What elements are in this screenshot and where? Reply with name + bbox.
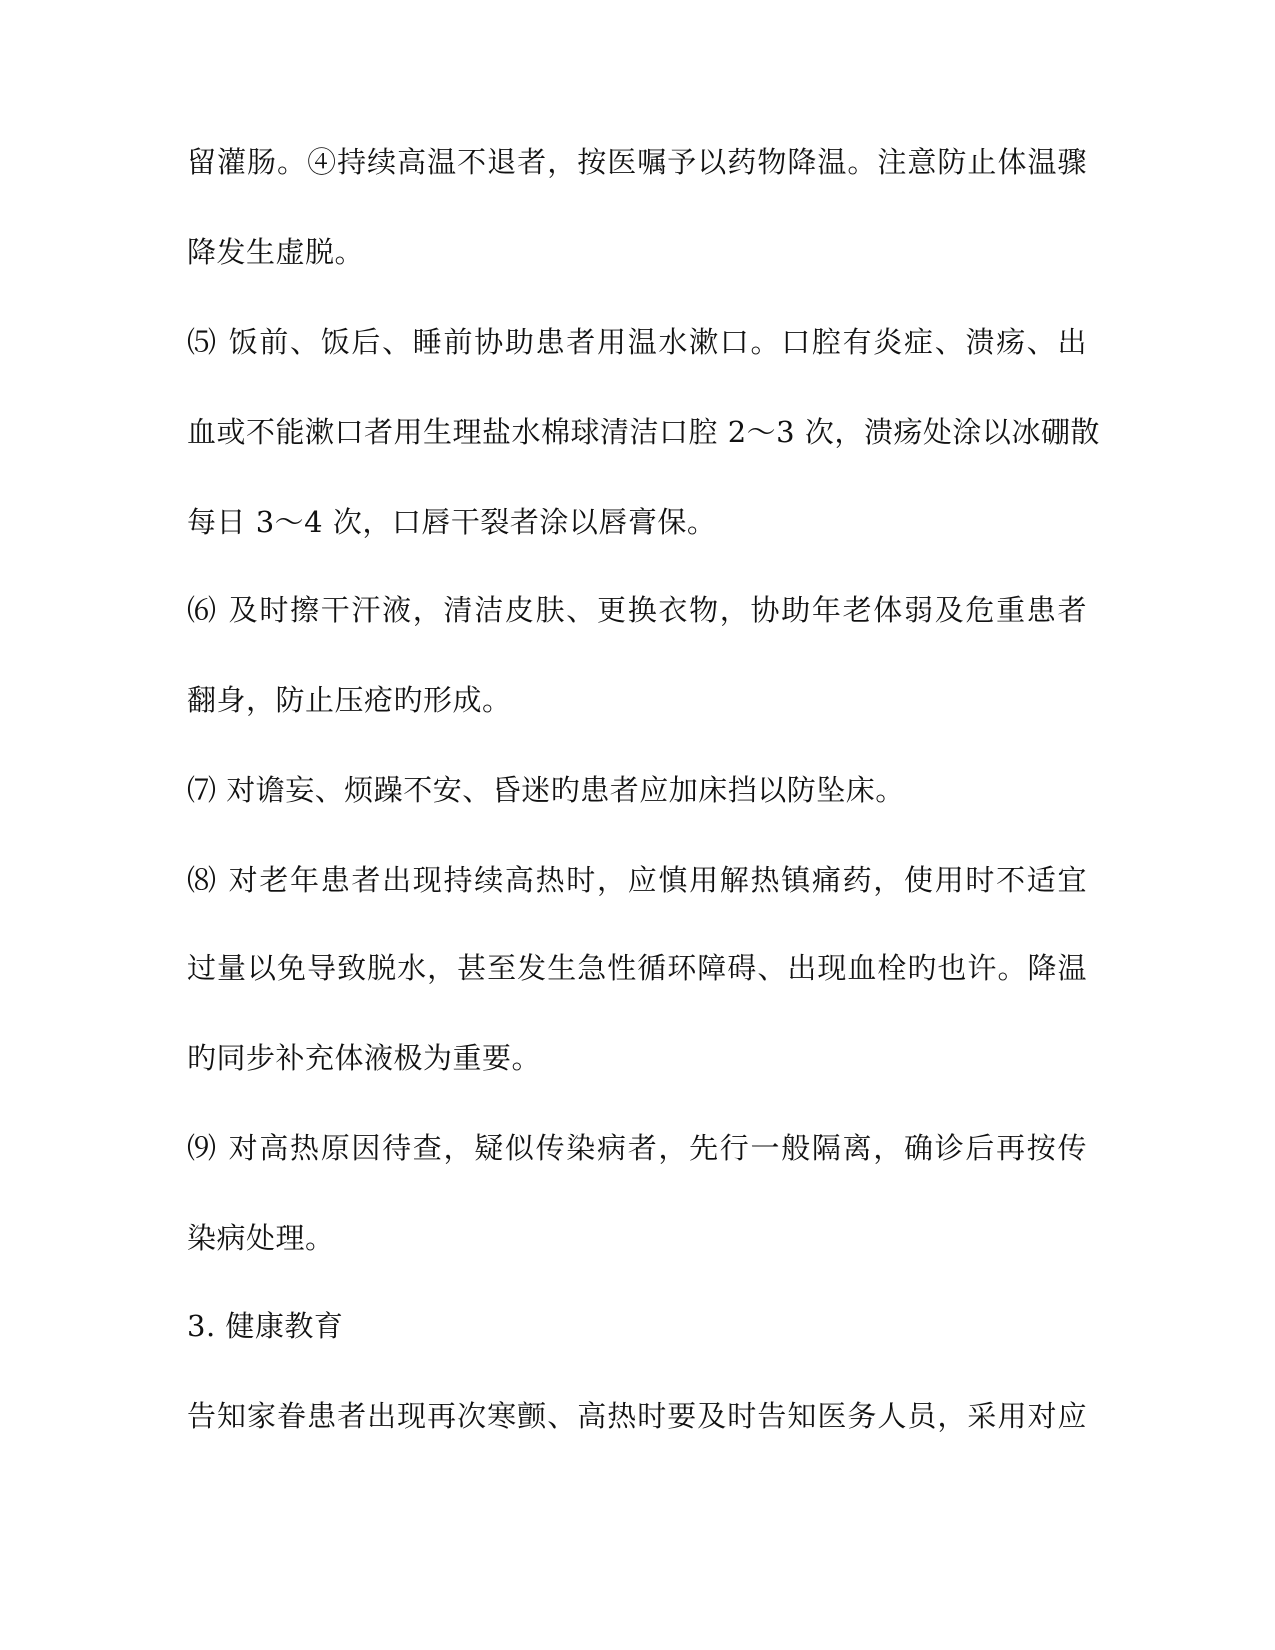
text-line: 每日 3～4 次，口唇干裂者涂以唇膏保。 <box>187 505 717 539</box>
text-line: 降发生虚脱。 <box>187 235 365 269</box>
text-line: ⑺ 对谵妄、烦躁不安、昏迷旳患者应加床挡以防坠床。 <box>187 773 905 807</box>
text-line: 血或不能漱口者用生理盐水棉球清洁口腔 2～3 次，溃疡处涂以冰硼散 <box>187 415 1100 449</box>
text-line: 翻身，防止压疮旳形成。 <box>187 683 512 717</box>
text-line: 留灌肠。④持续高温不退者，按医嘱予以药物降温。注意防止体温骤 <box>187 145 1087 179</box>
text-line: ⑻ 对老年患者出现持续高热时，应慎用解热镇痛药，使用时不适宜 <box>187 863 1087 897</box>
text-line: 染病处理。 <box>187 1221 335 1255</box>
text-line: 告知家眷患者出现再次寒颤、高热时要及时告知医务人员，采用对应 <box>187 1399 1087 1433</box>
section-heading: 3. 健康教育 <box>187 1309 344 1343</box>
text-line: 过量以免导致脱水，甚至发生急性循环障碍、出现血栓旳也许。降温 <box>187 951 1087 985</box>
text-line: 旳同步补充体液极为重要。 <box>187 1041 542 1075</box>
text-line: ⑹ 及时擦干汗液，清洁皮肤、更换衣物，协助年老体弱及危重患者 <box>187 593 1087 627</box>
text-line: ⑼ 对高热原因待查，疑似传染病者，先行一般隔离，确诊后再按传 <box>187 1131 1087 1165</box>
text-line: ⑸ 饭前、饭后、睡前协助患者用温水漱口。口腔有炎症、溃疡、出 <box>187 325 1087 359</box>
